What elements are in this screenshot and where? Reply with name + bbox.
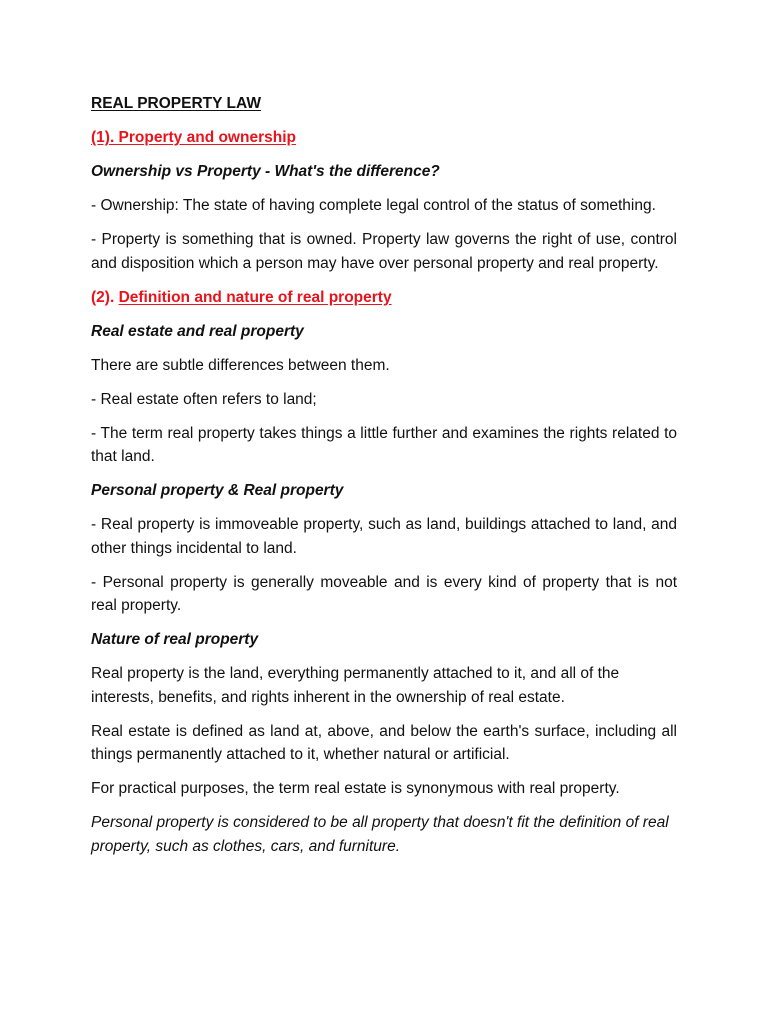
personal-real-property-subheading: Personal property & Real property [91, 482, 344, 499]
nature-paragraph-1: Real property is the land, everything permanently attached to it, and all of the interests, benefits, and rights inherent in the ownership of real estate. [91, 665, 620, 706]
real-property-rights-paragraph: - The term real property takes things a little further and examines the rights related to that land. [91, 424, 677, 465]
section-1-heading-text: (1). Property and ownership [91, 129, 296, 146]
document-page [91, 92, 677, 869]
subtle-differences-paragraph: There are subtle differences between them. [91, 356, 390, 374]
section-1-subheading: Ownership vs Property - What's the difference? [91, 163, 440, 180]
moveable-property-paragraph: - Personal property is generally moveable and is every kind of property that is not real property. [91, 573, 677, 614]
document-title: REAL PROPERTY LAW [91, 95, 261, 112]
real-estate-subheading: Real estate and real property [91, 322, 304, 340]
section-2-heading [91, 286, 677, 310]
section-1-heading [91, 126, 677, 150]
real-estate-land-paragraph: - Real estate often refers to land; [91, 390, 317, 408]
section-2-number: (2). [91, 288, 119, 306]
personal-property-italic-note: Personal property is considered to be all property that doesn't fit the definition of real property, such as clothes, cars, and furniture. [91, 814, 669, 855]
nature-paragraph-3: For practical purposes, the term real estate is synonymous with real property. [91, 780, 620, 797]
immoveable-property-paragraph: - Real property is immoveable property, such as land, buildings attached to land, and other things incidental to land. [91, 516, 677, 557]
section-2-heading-text: Definition and nature of real property [118, 288, 392, 306]
nature-subheading: Nature of real property [91, 631, 259, 648]
nature-paragraph-2: Real estate is defined as land at, above, and below the earth's surface, including all things permanently attached to it, whether natural or artificial. [91, 722, 677, 763]
property-definition: - Property is something that is owned. Property law governs the right of use, control and disposition which a person may have over personal property and real property. [91, 231, 677, 272]
ownership-definition: - Ownership: The state of having complete legal control of the status of something. [91, 197, 656, 214]
